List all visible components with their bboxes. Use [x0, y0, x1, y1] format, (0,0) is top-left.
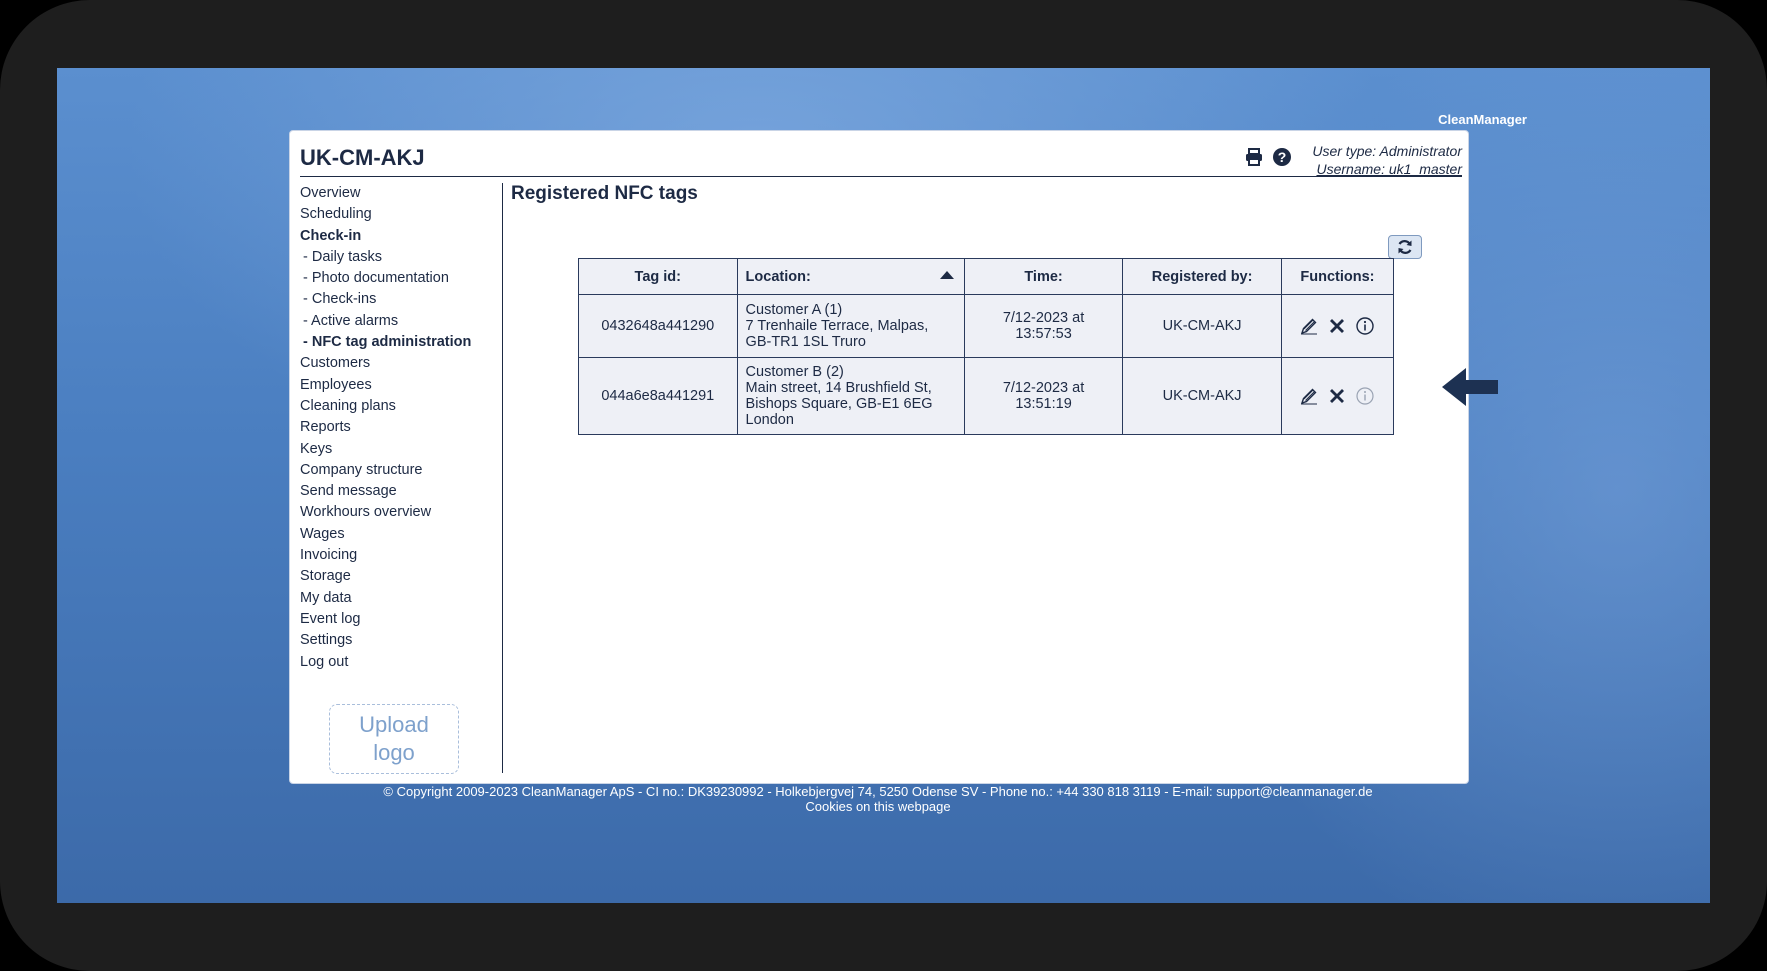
cell-registered-by: UK-CM-AKJ [1123, 358, 1282, 435]
callout-arrow-icon [1440, 364, 1500, 410]
edit-icon[interactable] [1299, 386, 1319, 406]
sidebar-item-my-data[interactable]: My data [300, 589, 352, 606]
sort-ascending-icon[interactable] [940, 271, 954, 279]
location-line: Customer A (1) [745, 302, 843, 318]
cell-tag-id: 0432648a441290 [579, 295, 738, 358]
edit-icon[interactable] [1299, 316, 1319, 336]
page-title: UK-CM-AKJ [300, 145, 425, 170]
sidebar-item-settings[interactable]: Settings [300, 632, 353, 649]
cell-time [964, 358, 1123, 435]
sidebar-item-invoicing[interactable]: Invoicing [300, 547, 358, 564]
column-header-functions: Functions: [1281, 259, 1393, 295]
cell-location [737, 295, 964, 358]
sidebar-item-wages[interactable]: Wages [300, 525, 345, 542]
sidebar-divider [502, 183, 503, 773]
sidebar-item-cleaning-plans[interactable]: Cleaning plans [300, 397, 396, 414]
upload-logo-button[interactable] [329, 704, 459, 774]
section-heading: Registered NFC tags [511, 183, 698, 204]
time-clock: 13:51:19 [1015, 396, 1072, 412]
sidebar-item-event-log[interactable]: Event log [300, 610, 361, 627]
info-icon[interactable] [1355, 316, 1375, 336]
print-icon[interactable] [1244, 147, 1264, 167]
location-line: London [745, 412, 794, 428]
location-line: 7 Trenhaile Terrace, Malpas, [745, 318, 929, 334]
location-line: Bishops Square, GB-E1 6EG [745, 396, 933, 412]
column-header-tag-id[interactable]: Tag id: [579, 259, 738, 295]
footer [289, 784, 1467, 814]
refresh-icon [1396, 239, 1414, 255]
sidebar-item-photo-documentation[interactable]: - Photo documentation [303, 270, 449, 287]
cell-functions [1281, 358, 1393, 435]
screen [57, 68, 1710, 903]
table-header-row [579, 259, 1394, 295]
location-line: Main street, 14 Brushfield St, [745, 380, 932, 396]
delete-icon[interactable] [1327, 386, 1347, 406]
location-line: GB-TR1 1SL Truro [745, 334, 866, 350]
cell-functions [1281, 295, 1393, 358]
delete-icon[interactable] [1327, 316, 1347, 336]
cell-registered-by: UK-CM-AKJ [1123, 295, 1282, 358]
time-clock: 13:57:53 [1015, 326, 1072, 342]
sidebar-item-check-in[interactable]: Check-in [300, 227, 362, 244]
sidebar-item-active-alarms[interactable]: - Active alarms [303, 312, 399, 329]
svg-text:?: ? [1277, 149, 1287, 165]
sidebar-item-log-out[interactable]: Log out [300, 653, 349, 670]
sidebar-nav [300, 183, 500, 673]
sidebar-item-scheduling[interactable]: Scheduling [300, 206, 372, 223]
sidebar-item-send-message[interactable]: Send message [300, 483, 397, 500]
table-row [579, 295, 1394, 358]
sidebar-item-check-ins[interactable]: - Check-ins [303, 291, 377, 308]
user-type: User type: Administrator [1312, 143, 1462, 159]
sidebar-item-overview[interactable]: Overview [300, 185, 361, 201]
column-header-location[interactable] [737, 259, 964, 295]
location-line: Customer B (2) [745, 364, 844, 380]
help-icon[interactable] [1272, 147, 1292, 167]
column-header-registered-by[interactable]: Registered by: [1123, 259, 1282, 295]
nfc-tags-table [578, 258, 1394, 435]
time-date: 7/12-2023 at [1002, 380, 1085, 396]
user-info [1312, 142, 1462, 178]
upload-logo-line1: Upload [359, 712, 429, 737]
sidebar-item-employees[interactable]: Employees [300, 376, 372, 393]
sidebar-item-keys[interactable]: Keys [300, 440, 333, 457]
main-window [289, 130, 1469, 784]
sidebar-item-reports[interactable]: Reports [300, 419, 351, 436]
cell-location [737, 358, 964, 435]
column-header-time[interactable]: Time: [964, 259, 1123, 295]
info-icon[interactable] [1355, 386, 1375, 406]
sidebar-item-daily-tasks[interactable]: - Daily tasks [303, 248, 382, 265]
cell-time [964, 295, 1123, 358]
sidebar-item-customers[interactable]: Customers [300, 355, 371, 372]
time-date: 7/12-2023 at [1002, 310, 1085, 326]
table-row [579, 358, 1394, 435]
footer-copyright: © Copyright 2009-2023 CleanManager ApS - CI no.: DK39230992 - Holkebjergvej 74, 5250 Odense SV - Phone no.: +44 330 818 3119 - E-mail: support@cleanmanager.de [383, 784, 1373, 799]
brand-label: CleanManager [1438, 112, 1527, 127]
column-header-location-label: Location: [745, 268, 811, 285]
header-divider [300, 176, 1462, 177]
cell-tag-id: 044a6e8a441291 [579, 358, 738, 435]
footer-cookies-link[interactable]: Cookies on this webpage [805, 799, 951, 814]
username: Username: uk1_master [1316, 161, 1462, 177]
sidebar-item-company-structure[interactable]: Company structure [300, 461, 423, 478]
refresh-button[interactable] [1388, 235, 1422, 259]
sidebar-item-workhours-overview[interactable]: Workhours overview [300, 504, 432, 521]
sidebar-item-nfc-tag-administration[interactable]: - NFC tag administration [303, 334, 472, 351]
upload-logo-line2: logo [373, 740, 415, 765]
sidebar-item-storage[interactable]: Storage [300, 568, 351, 585]
